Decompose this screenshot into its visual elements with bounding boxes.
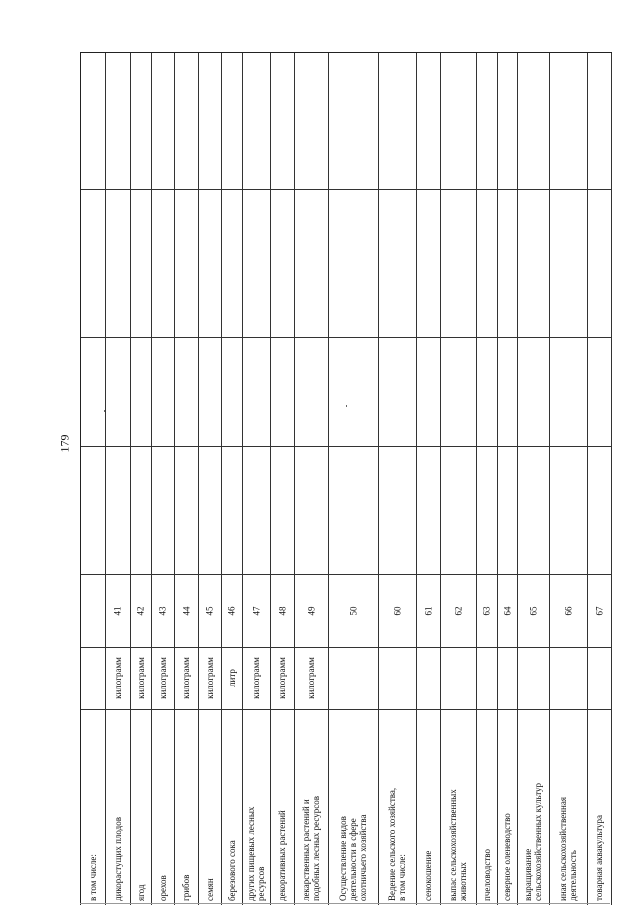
row-label: дикорастущих плодов <box>112 817 123 901</box>
row-code: 46 <box>226 606 237 615</box>
table-row <box>517 53 550 905</box>
row-code: 64 <box>502 606 512 615</box>
row-code: 41 <box>112 606 123 615</box>
row-code: 67 <box>594 606 604 615</box>
row-label: декоративных растений <box>277 810 287 901</box>
row-label: иная сельскохозяйственная <box>558 797 568 901</box>
row-unit: килограмм <box>276 657 287 699</box>
row-unit: килограмм <box>180 657 191 699</box>
table-row <box>416 53 441 905</box>
table-row <box>328 53 379 905</box>
row-label: Ведение сельского хозяйства, <box>387 787 397 901</box>
row-label: выращивание <box>523 848 533 901</box>
table-row <box>476 53 498 905</box>
row-unit: килограмм <box>135 657 146 699</box>
row-label: лекарственных растений и <box>301 799 311 901</box>
row-label: животных <box>458 862 468 901</box>
row-code: 45 <box>204 606 215 615</box>
table-row <box>151 53 175 905</box>
scan-speck <box>346 405 347 407</box>
row-label: семян <box>204 878 215 901</box>
row-label: пчеловодство <box>481 849 492 901</box>
row-unit: килограмм <box>305 657 316 699</box>
row-label: выпас сельскохозяйственных <box>448 789 458 901</box>
row-label: ресурсов <box>256 866 266 901</box>
row-code: 47 <box>251 606 261 615</box>
row-code: 61 <box>423 606 433 615</box>
row-code: 43 <box>157 606 168 615</box>
row-unit: литр <box>226 669 237 687</box>
row-unit: килограмм <box>250 657 261 699</box>
row-label: ягод <box>135 884 146 901</box>
table-row <box>270 53 295 905</box>
table-row <box>587 53 612 905</box>
row-label: деятельность <box>568 850 578 901</box>
row-unit: килограмм <box>157 657 168 699</box>
table-row <box>440 53 477 905</box>
table-row <box>221 53 243 905</box>
table-row <box>174 53 199 905</box>
row-label: в том числе: <box>88 854 98 901</box>
row-label: в том числе: <box>397 854 407 901</box>
table-row <box>105 53 131 905</box>
row-unit: килограмм <box>204 657 215 699</box>
table-row <box>378 53 417 905</box>
row-code: 65 <box>528 606 538 615</box>
table-row <box>242 53 271 905</box>
row-unit: килограмм <box>112 657 123 699</box>
table-row <box>294 53 329 905</box>
table-row <box>198 53 222 905</box>
table-row <box>549 53 588 905</box>
table-row <box>497 53 518 905</box>
row-code: 62 <box>453 606 463 615</box>
row-label: сенокошение <box>423 850 433 901</box>
row-label: Осуществление видов <box>338 816 348 901</box>
table-row <box>81 53 106 905</box>
row-code: 66 <box>563 606 573 615</box>
row-label: орехов <box>157 875 168 901</box>
row-code: 63 <box>481 606 492 615</box>
row-code: 48 <box>277 606 287 615</box>
page-number: 179 <box>57 434 72 453</box>
row-code: 50 <box>348 606 358 615</box>
scan-speck <box>104 410 105 412</box>
row-label: деятельности в сфере <box>348 818 358 901</box>
row-label: подобных лесных ресурсов <box>311 796 321 901</box>
data-table <box>80 52 612 905</box>
row-label: охотничьего хозяйства <box>358 814 368 901</box>
row-label: других пищевых лесных <box>246 806 256 901</box>
row-label: северное оленеводство <box>502 813 512 901</box>
row-label: грибов <box>181 874 191 901</box>
table-row <box>130 53 152 905</box>
row-code: 42 <box>135 606 146 615</box>
row-code: 49 <box>306 606 316 615</box>
row-code: 60 <box>392 606 402 615</box>
page-bottom-rule <box>80 903 610 904</box>
row-label: сельскохозяйственных культур <box>533 782 543 901</box>
row-label: березового сока <box>226 840 237 901</box>
row-code: 44 <box>181 606 191 615</box>
row-label: товарная аквакультура <box>594 814 604 901</box>
